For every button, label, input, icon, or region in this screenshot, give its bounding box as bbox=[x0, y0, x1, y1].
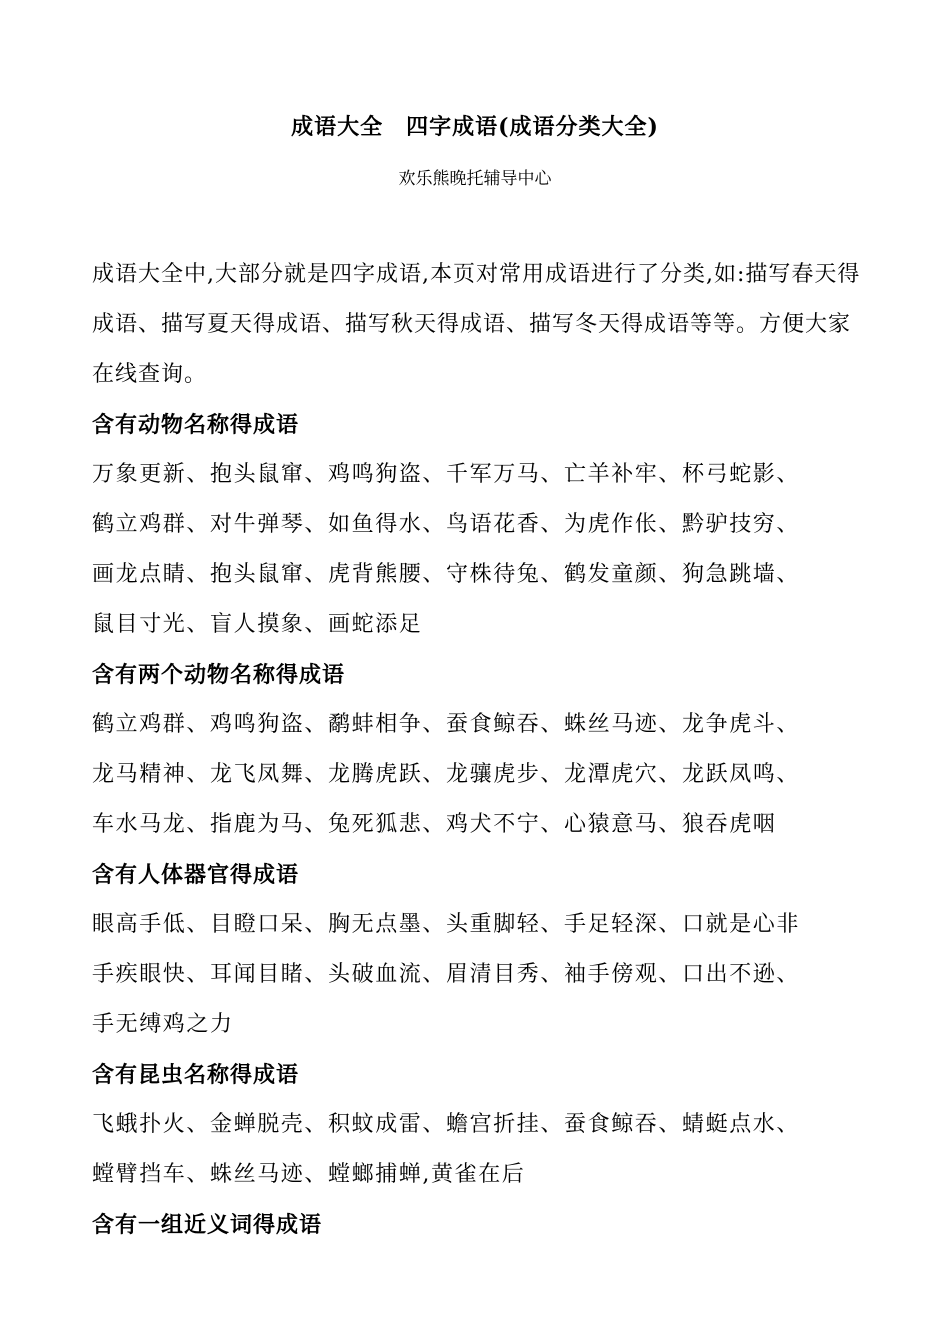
intro-paragraph: 成语大全中,大部分就是四字成语,本页对常用成语进行了分类,如:描写春天得成语、描写夏天得成语、描写秋天得成语、描写冬天得成语等等。方便大家在线查询。 bbox=[92, 262, 861, 387]
idiom-line: 鹤立鸡群、鸡鸣狗盗、鹬蚌相争、蚕食鲸吞、蛛丝马迹、龙争虎斗、 bbox=[92, 712, 801, 737]
document-body bbox=[92, 250, 867, 1250]
idiom-line: 鹤立鸡群、对牛弹琴、如鱼得水、鸟语花香、为虎作伥、黔驴技穷、 bbox=[92, 512, 801, 537]
section-heading: 含有人体器官得成语 bbox=[92, 862, 300, 888]
idiom-line: 龙马精神、龙飞凤舞、龙腾虎跃、龙骧虎步、龙潭虎穴、龙跃凤鸣、 bbox=[92, 762, 801, 787]
idiom-line: 飞蛾扑火、金蝉脱壳、积蚊成雷、蟾宫折挂、蚕食鲸吞、蜻蜓点水、 bbox=[92, 1112, 801, 1137]
section-heading: 含有两个动物名称得成语 bbox=[92, 662, 346, 688]
section-insects bbox=[92, 1050, 867, 1200]
section-heading: 含有一组近义词得成语 bbox=[92, 1212, 323, 1238]
page-title: 成语大全 四字成语(成语分类大全) bbox=[291, 114, 659, 140]
idiom-line: 鼠目寸光、盲人摸象、画蛇添足 bbox=[92, 612, 423, 637]
page-subtitle: 欢乐熊晚托辅导中心 bbox=[398, 169, 552, 189]
idiom-line: 车水马龙、指鹿为马、兔死狐悲、鸡犬不宁、心猿意马、狼吞虎咽 bbox=[92, 812, 777, 837]
idiom-line: 手无缚鸡之力 bbox=[92, 1012, 234, 1037]
idiom-line: 眼高手低、目瞪口呆、胸无点墨、头重脚轻、手足轻深、口就是心非 bbox=[92, 912, 801, 937]
section-synonyms bbox=[92, 1200, 867, 1250]
section-two-animals bbox=[92, 650, 867, 850]
idiom-line: 螳臂挡车、蛛丝马迹、螳螂捕蝉,黄雀在后 bbox=[92, 1162, 526, 1187]
section-body-parts bbox=[92, 850, 867, 1050]
section-animals bbox=[92, 400, 867, 650]
section-heading: 含有昆虫名称得成语 bbox=[92, 1062, 300, 1088]
idiom-line: 万象更新、抱头鼠窜、鸡鸣狗盗、千军万马、亡羊补牢、杯弓蛇影、 bbox=[92, 462, 801, 487]
section-heading: 含有动物名称得成语 bbox=[92, 412, 300, 438]
idiom-line: 画龙点睛、抱头鼠窜、虎背熊腰、守株待兔、鹤发童颜、狗急跳墙、 bbox=[92, 562, 801, 587]
idiom-line: 手疾眼快、耳闻目睹、头破血流、眉清目秀、袖手傍观、口出不逊、 bbox=[92, 962, 801, 987]
